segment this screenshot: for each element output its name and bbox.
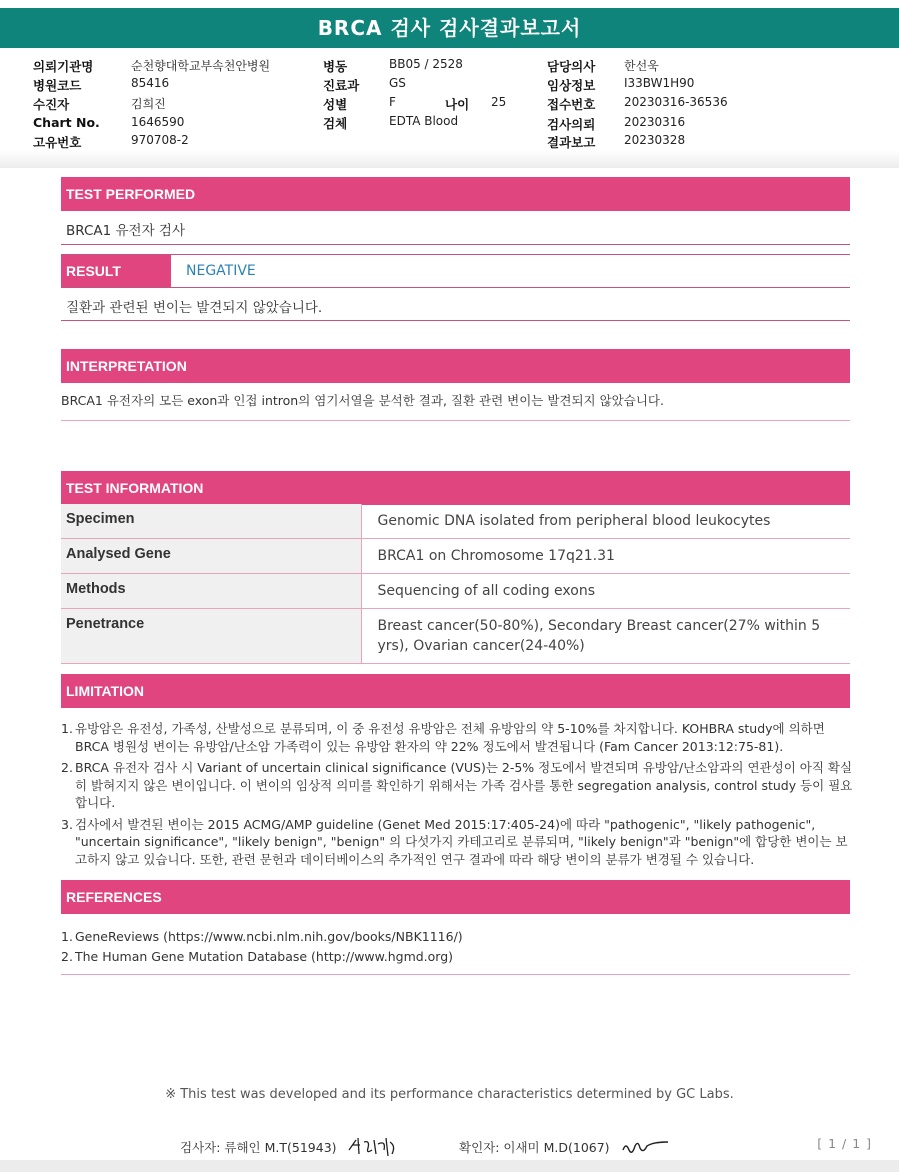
result-row — [61, 254, 850, 288]
table-row — [61, 609, 850, 664]
label-sex: 성별 — [323, 97, 348, 112]
limitation-list — [61, 720, 853, 872]
list-item-text: 검사에서 발견된 변이는 2015 ACMG/AMP guideline (Genet Med 2015:17:405-24)에 따라 "pathogenic", "likely pathogenic", "uncertain significance", "likely benign", "benign" 의 다섯가지 카테고리로 분류되며, "likely benign"과 "benign"에 합당한 변이는 보고하지 않고 있습니다. 또한, 관련 문헌과 데이터베이스의 추가적인 연구 결과에 따라 해당 변이의 분류가 변경될 수 있습니다. — [75, 816, 848, 867]
label-unique-id: 고유번호 — [33, 135, 82, 150]
report-title: BRCA 검사 검사결과보고서 — [0, 8, 899, 48]
value-patient-name: 김희진 — [131, 97, 166, 111]
test-performed-heading: TEST PERFORMED — [61, 177, 850, 211]
label-specimen-type: 검체 — [323, 116, 348, 131]
list-item-number: 1. — [61, 721, 73, 736]
label-request-date: 검사의뢰 — [547, 117, 596, 132]
references-list — [61, 927, 850, 967]
value-requesting-institution: 순천향대학교부속천안병원 — [131, 59, 271, 73]
list-item-text: BRCA 유전자 검사 시 Variant of uncertain clinical significance (VUS)는 2-5% 정도에서 발견되며 유방암/난소암과의 연관성이 아직 확실히 밝혀지지 않은 변이입니다. 이 변이의 임상적 의미를 확인하기 위해서는 가족 검사를 통한 segregation analysis, control study 등이 필요합니다. — [75, 760, 853, 810]
label-requesting-institution: 의뢰기관명 — [33, 59, 94, 74]
examiner-signature — [346, 1134, 398, 1160]
test-information-heading: TEST INFORMATION — [61, 471, 850, 505]
row-value-methods: Sequencing of all coding exons — [361, 574, 850, 609]
value-age: 25 — [491, 95, 507, 109]
label-report-date: 결과보고 — [547, 135, 596, 150]
divider — [61, 974, 850, 975]
list-item — [61, 927, 850, 947]
value-department: GS — [389, 76, 406, 90]
label-doctor: 담당의사 — [547, 59, 596, 74]
row-key-specimen: Specimen — [61, 504, 361, 539]
list-item-number: 1. — [61, 929, 73, 944]
page-number: [ 1 / 1 ] — [817, 1136, 872, 1151]
list-item — [61, 759, 853, 812]
header-divider — [0, 150, 899, 168]
table-row — [61, 504, 850, 539]
references-heading: REFERENCES — [61, 880, 850, 914]
examiner: 검사자: 류해인 M.T(51943) — [180, 1140, 337, 1155]
list-item — [61, 720, 853, 755]
row-key-methods: Methods — [61, 574, 361, 609]
label-ward: 병동 — [323, 59, 348, 74]
row-value-penetrance: Breast cancer(50-80%), Secondary Breast cancer(27% within 5 yrs), Ovarian cancer(24-40%) — [361, 609, 850, 664]
interpretation-text: BRCA1 유전자의 모든 exon과 인접 intron의 염기서열을 분석한 결과, 질환 관련 변이는 발견되지 않았습니다. — [61, 393, 664, 408]
result-label: RESULT — [61, 255, 171, 287]
list-item — [61, 816, 853, 869]
table-row — [61, 574, 850, 609]
list-item-number: 3. — [61, 816, 73, 832]
test-performed-value: BRCA1 유전자 검사 — [66, 223, 186, 239]
value-ward: BB05 / 2528 — [389, 57, 463, 71]
value-receipt-no: 20230316-36536 — [624, 95, 728, 109]
footer-note: ※ This test was developed and its performance characteristics determined by GC Labs. — [165, 1087, 734, 1102]
row-value-specimen: Genomic DNA isolated from peripheral blood leukocytes — [361, 504, 850, 539]
patient-info — [0, 55, 899, 155]
list-item-number: 2. — [61, 760, 73, 775]
bottom-band — [0, 1160, 899, 1172]
top-margin — [0, 0, 899, 8]
result-value: NEGATIVE — [186, 263, 256, 279]
value-chart-no: 1646590 — [131, 115, 185, 129]
result-description: 질환과 관련된 변이는 발견되지 않았습니다. — [66, 300, 323, 316]
interpretation-heading: INTERPRETATION — [61, 349, 850, 383]
label-clinical-info: 임상정보 — [547, 78, 596, 93]
divider — [61, 420, 850, 421]
value-hospital-code: 85416 — [131, 76, 170, 90]
value-clinical-info: I33BW1H90 — [624, 76, 695, 90]
list-item-text: The Human Gene Mutation Database (http://www.hgmd.org) — [75, 949, 454, 964]
label-receipt-no: 접수번호 — [547, 97, 596, 112]
list-item-text: GeneReviews (https://www.ncbi.nlm.nih.gov/books/NBK1116/) — [75, 929, 463, 944]
label-department: 진료과 — [323, 78, 360, 93]
value-unique-id: 970708-2 — [131, 133, 189, 147]
value-specimen-type: EDTA Blood — [389, 114, 459, 128]
list-item — [61, 947, 850, 967]
table-row — [61, 539, 850, 574]
confirmer-signature — [620, 1136, 672, 1158]
limitation-heading: LIMITATION — [61, 674, 850, 708]
value-report-date: 20230328 — [624, 133, 686, 147]
value-request-date: 20230316 — [624, 115, 686, 129]
value-doctor: 한선욱 — [624, 59, 659, 73]
value-sex: F — [389, 95, 396, 109]
confirmer: 확인자: 이새미 M.D(1067) — [459, 1140, 610, 1155]
row-value-analysed-gene: BRCA1 on Chromosome 17q21.31 — [361, 539, 850, 574]
test-information-table — [61, 504, 850, 664]
label-hospital-code: 병원코드 — [33, 78, 82, 93]
divider — [61, 320, 850, 321]
row-key-penetrance: Penetrance — [61, 609, 361, 664]
list-item-text: 유방암은 유전성, 가족성, 산발성으로 분류되며, 이 중 유전성 유방암은 전체 유방암의 약 5-10%를 차지합니다. KOHBRA study에 의하면 BRCA 병원성 변이는 유방암/난소암 가족력이 있는 유방암 환자의 약 22% 정도에서 발견됩니다 (Fam Cancer 2013:12:75-81). — [75, 721, 825, 754]
label-patient-name: 수진자 — [33, 97, 70, 112]
divider — [61, 244, 850, 245]
label-age: 나이 — [445, 97, 470, 112]
row-key-analysed-gene: Analysed Gene — [61, 539, 361, 574]
label-chart-no: Chart No. — [33, 115, 100, 130]
list-item-number: 2. — [61, 949, 73, 964]
